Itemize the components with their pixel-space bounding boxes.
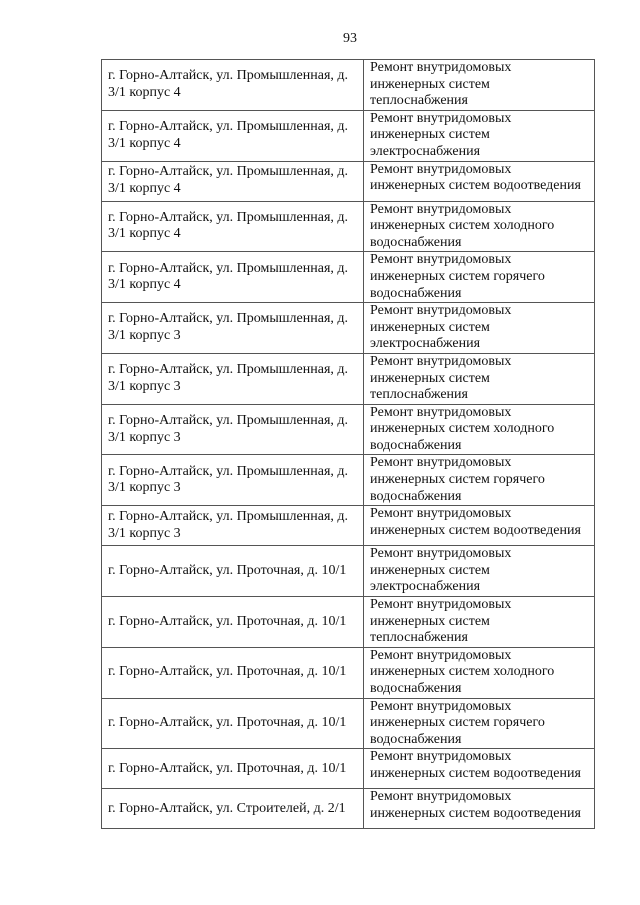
address-cell: г. Горно-Алтайск, ул. Промышленная, д. 3/1 корпус 4 [102,252,364,303]
work-type-cell: Ремонт внутридомовых инженерных систем горячего водоснабжения [364,252,595,303]
address-cell: г. Горно-Алтайск, ул. Промышленная, д. 3/1 корпус 3 [102,303,364,354]
address-cell: г. Горно-Алтайск, ул. Промышленная, д. 3/1 корпус 4 [102,110,364,161]
repair-works-table [101,59,595,829]
address-cell: г. Горно-Алтайск, ул. Промышленная, д. 3/1 корпус 3 [102,404,364,455]
address-cell: г. Горно-Алтайск, ул. Промышленная, д. 3/1 корпус 3 [102,455,364,506]
address-cell: г. Горно-Алтайск, ул. Строителей, д. 2/1 [102,789,364,829]
table-row [102,60,595,111]
table-row [102,110,595,161]
work-type-cell: Ремонт внутридомовых инженерных систем водоотведения [364,789,595,829]
work-type-cell: Ремонт внутридомовых инженерных систем электроснабжения [364,546,595,597]
table-row [102,303,595,354]
work-type-cell: Ремонт внутридомовых инженерных систем горячего водоснабжения [364,455,595,506]
work-type-cell: Ремонт внутридомовых инженерных систем водоотведения [364,161,595,201]
work-type-cell: Ремонт внутридомовых инженерных систем холодного водоснабжения [364,404,595,455]
work-type-cell: Ремонт внутридомовых инженерных систем электроснабжения [364,110,595,161]
work-type-cell: Ремонт внутридомовых инженерных систем горячего водоснабжения [364,698,595,749]
address-cell: г. Горно-Алтайск, ул. Промышленная, д. 3/1 корпус 3 [102,506,364,546]
address-cell: г. Горно-Алтайск, ул. Промышленная, д. 3/1 корпус 4 [102,201,364,252]
table-row [102,789,595,829]
table-row [102,698,595,749]
table-row [102,647,595,698]
work-type-cell: Ремонт внутридомовых инженерных систем холодного водоснабжения [364,647,595,698]
table-row [102,404,595,455]
work-type-cell: Ремонт внутридомовых инженерных систем теплоснабжения [364,353,595,404]
work-type-cell: Ремонт внутридомовых инженерных систем водоотведения [364,506,595,546]
table-row [102,201,595,252]
address-cell: г. Горно-Алтайск, ул. Проточная, д. 10/1 [102,698,364,749]
address-cell: г. Горно-Алтайск, ул. Промышленная, д. 3/1 корпус 4 [102,161,364,201]
work-type-cell: Ремонт внутридомовых инженерных систем теплоснабжения [364,597,595,648]
table-row [102,455,595,506]
address-cell: г. Горно-Алтайск, ул. Проточная, д. 10/1 [102,546,364,597]
table-row [102,252,595,303]
address-cell: г. Горно-Алтайск, ул. Промышленная, д. 3/1 корпус 4 [102,60,364,111]
address-cell: г. Горно-Алтайск, ул. Промышленная, д. 3/1 корпус 3 [102,353,364,404]
table-row [102,161,595,201]
work-type-cell: Ремонт внутридомовых инженерных систем электроснабжения [364,303,595,354]
table-row [102,597,595,648]
work-type-cell: Ремонт внутридомовых инженерных систем водоотведения [364,749,595,789]
page-number: 93 [343,31,357,46]
address-cell: г. Горно-Алтайск, ул. Проточная, д. 10/1 [102,647,364,698]
table-row [102,506,595,546]
work-type-cell: Ремонт внутридомовых инженерных систем холодного водоснабжения [364,201,595,252]
table-row [102,546,595,597]
address-cell: г. Горно-Алтайск, ул. Проточная, д. 10/1 [102,749,364,789]
address-cell: г. Горно-Алтайск, ул. Проточная, д. 10/1 [102,597,364,648]
work-type-cell: Ремонт внутридомовых инженерных систем теплоснабжения [364,60,595,111]
table-row [102,353,595,404]
table-row [102,749,595,789]
